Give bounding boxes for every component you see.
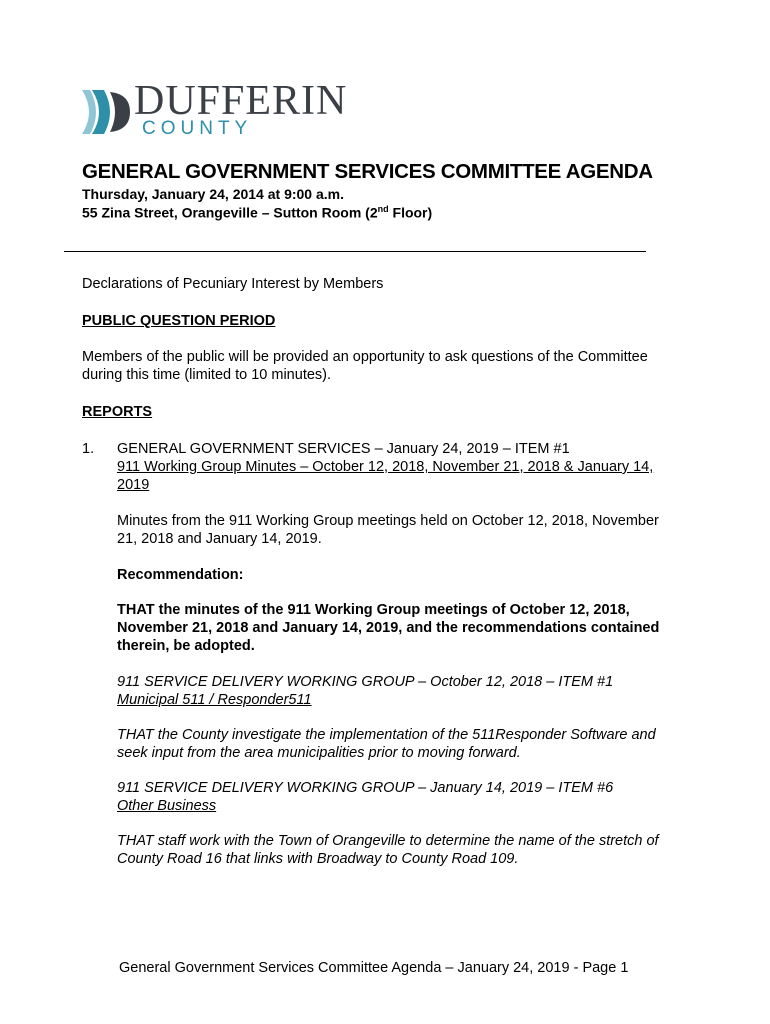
- item-description-2: 21, 2018 and January 14, 2019.: [117, 531, 322, 547]
- recommendation-text-1: THAT the minutes of the 911 Working Group meetings of October 12, 2018,: [117, 602, 630, 618]
- page-footer: General Government Services Committee Agenda – January 24, 2019 - Page 1: [119, 960, 629, 976]
- item-subtitle-2: 2019: [117, 477, 150, 493]
- subitem1-text-2: seek input from the area municipalities prior to moving forward.: [117, 745, 521, 761]
- item-subtitle-1: 911 Working Group Minutes – October 12, 2018, November 21, 2018 & January 14,: [117, 459, 654, 475]
- header-divider: [64, 251, 646, 252]
- subitem2-text-2: County Road 16 that links with Broadway to County Road 109.: [117, 851, 519, 867]
- subitem1-text-1: THAT the County investigate the implementation of the 511Responder Software and: [117, 727, 656, 743]
- recommendation-text-3: therein, be adopted.: [117, 638, 255, 654]
- logo-name: DUFFERIN: [134, 78, 348, 124]
- recommendation-label: Recommendation:: [117, 567, 244, 583]
- public-question-text-2: during this time (limited to 10 minutes).: [82, 367, 332, 383]
- meeting-date: Thursday, January 24, 2014 at 9:00 a.m.: [82, 186, 344, 202]
- item-number: 1.: [82, 441, 95, 457]
- subitem2-subtitle: Other Business: [117, 798, 217, 814]
- declarations-text: Declarations of Pecuniary Interest by Members: [82, 276, 384, 292]
- public-question-text-1: Members of the public will be provided an opportunity to ask questions of the Committee: [82, 349, 648, 365]
- reports-heading: REPORTS: [82, 404, 153, 420]
- dufferin-county-logo: [80, 78, 380, 142]
- subitem1-subtitle: Municipal 511 / Responder511: [117, 692, 312, 708]
- logo-sub: COUNTY: [142, 118, 253, 139]
- recommendation-text-2: November 21, 2018 and January 14, 2019, and the recommendations contained: [117, 620, 660, 636]
- subitem2-text-1: THAT staff work with the Town of Orangeville to determine the name of the stretch of: [117, 833, 659, 849]
- item-title: GENERAL GOVERNMENT SERVICES – January 24, 2019 – ITEM #1: [117, 441, 570, 457]
- subitem2-title: 911 SERVICE DELIVERY WORKING GROUP – January 14, 2019 – ITEM #6: [117, 780, 614, 796]
- public-question-heading: PUBLIC QUESTION PERIOD: [82, 313, 276, 329]
- item-description-1: Minutes from the 911 Working Group meetings held on October 12, 2018, November: [117, 513, 659, 529]
- meeting-location: 55 Zina Street, Orangeville – Sutton Room (2nd Floor): [82, 204, 433, 221]
- subitem1-title: 911 SERVICE DELIVERY WORKING GROUP – October 12, 2018 – ITEM #1: [117, 674, 614, 690]
- dufferin-logo-mark-icon: [80, 84, 132, 140]
- page-title: GENERAL GOVERNMENT SERVICES COMMITTEE AGENDA: [82, 160, 653, 183]
